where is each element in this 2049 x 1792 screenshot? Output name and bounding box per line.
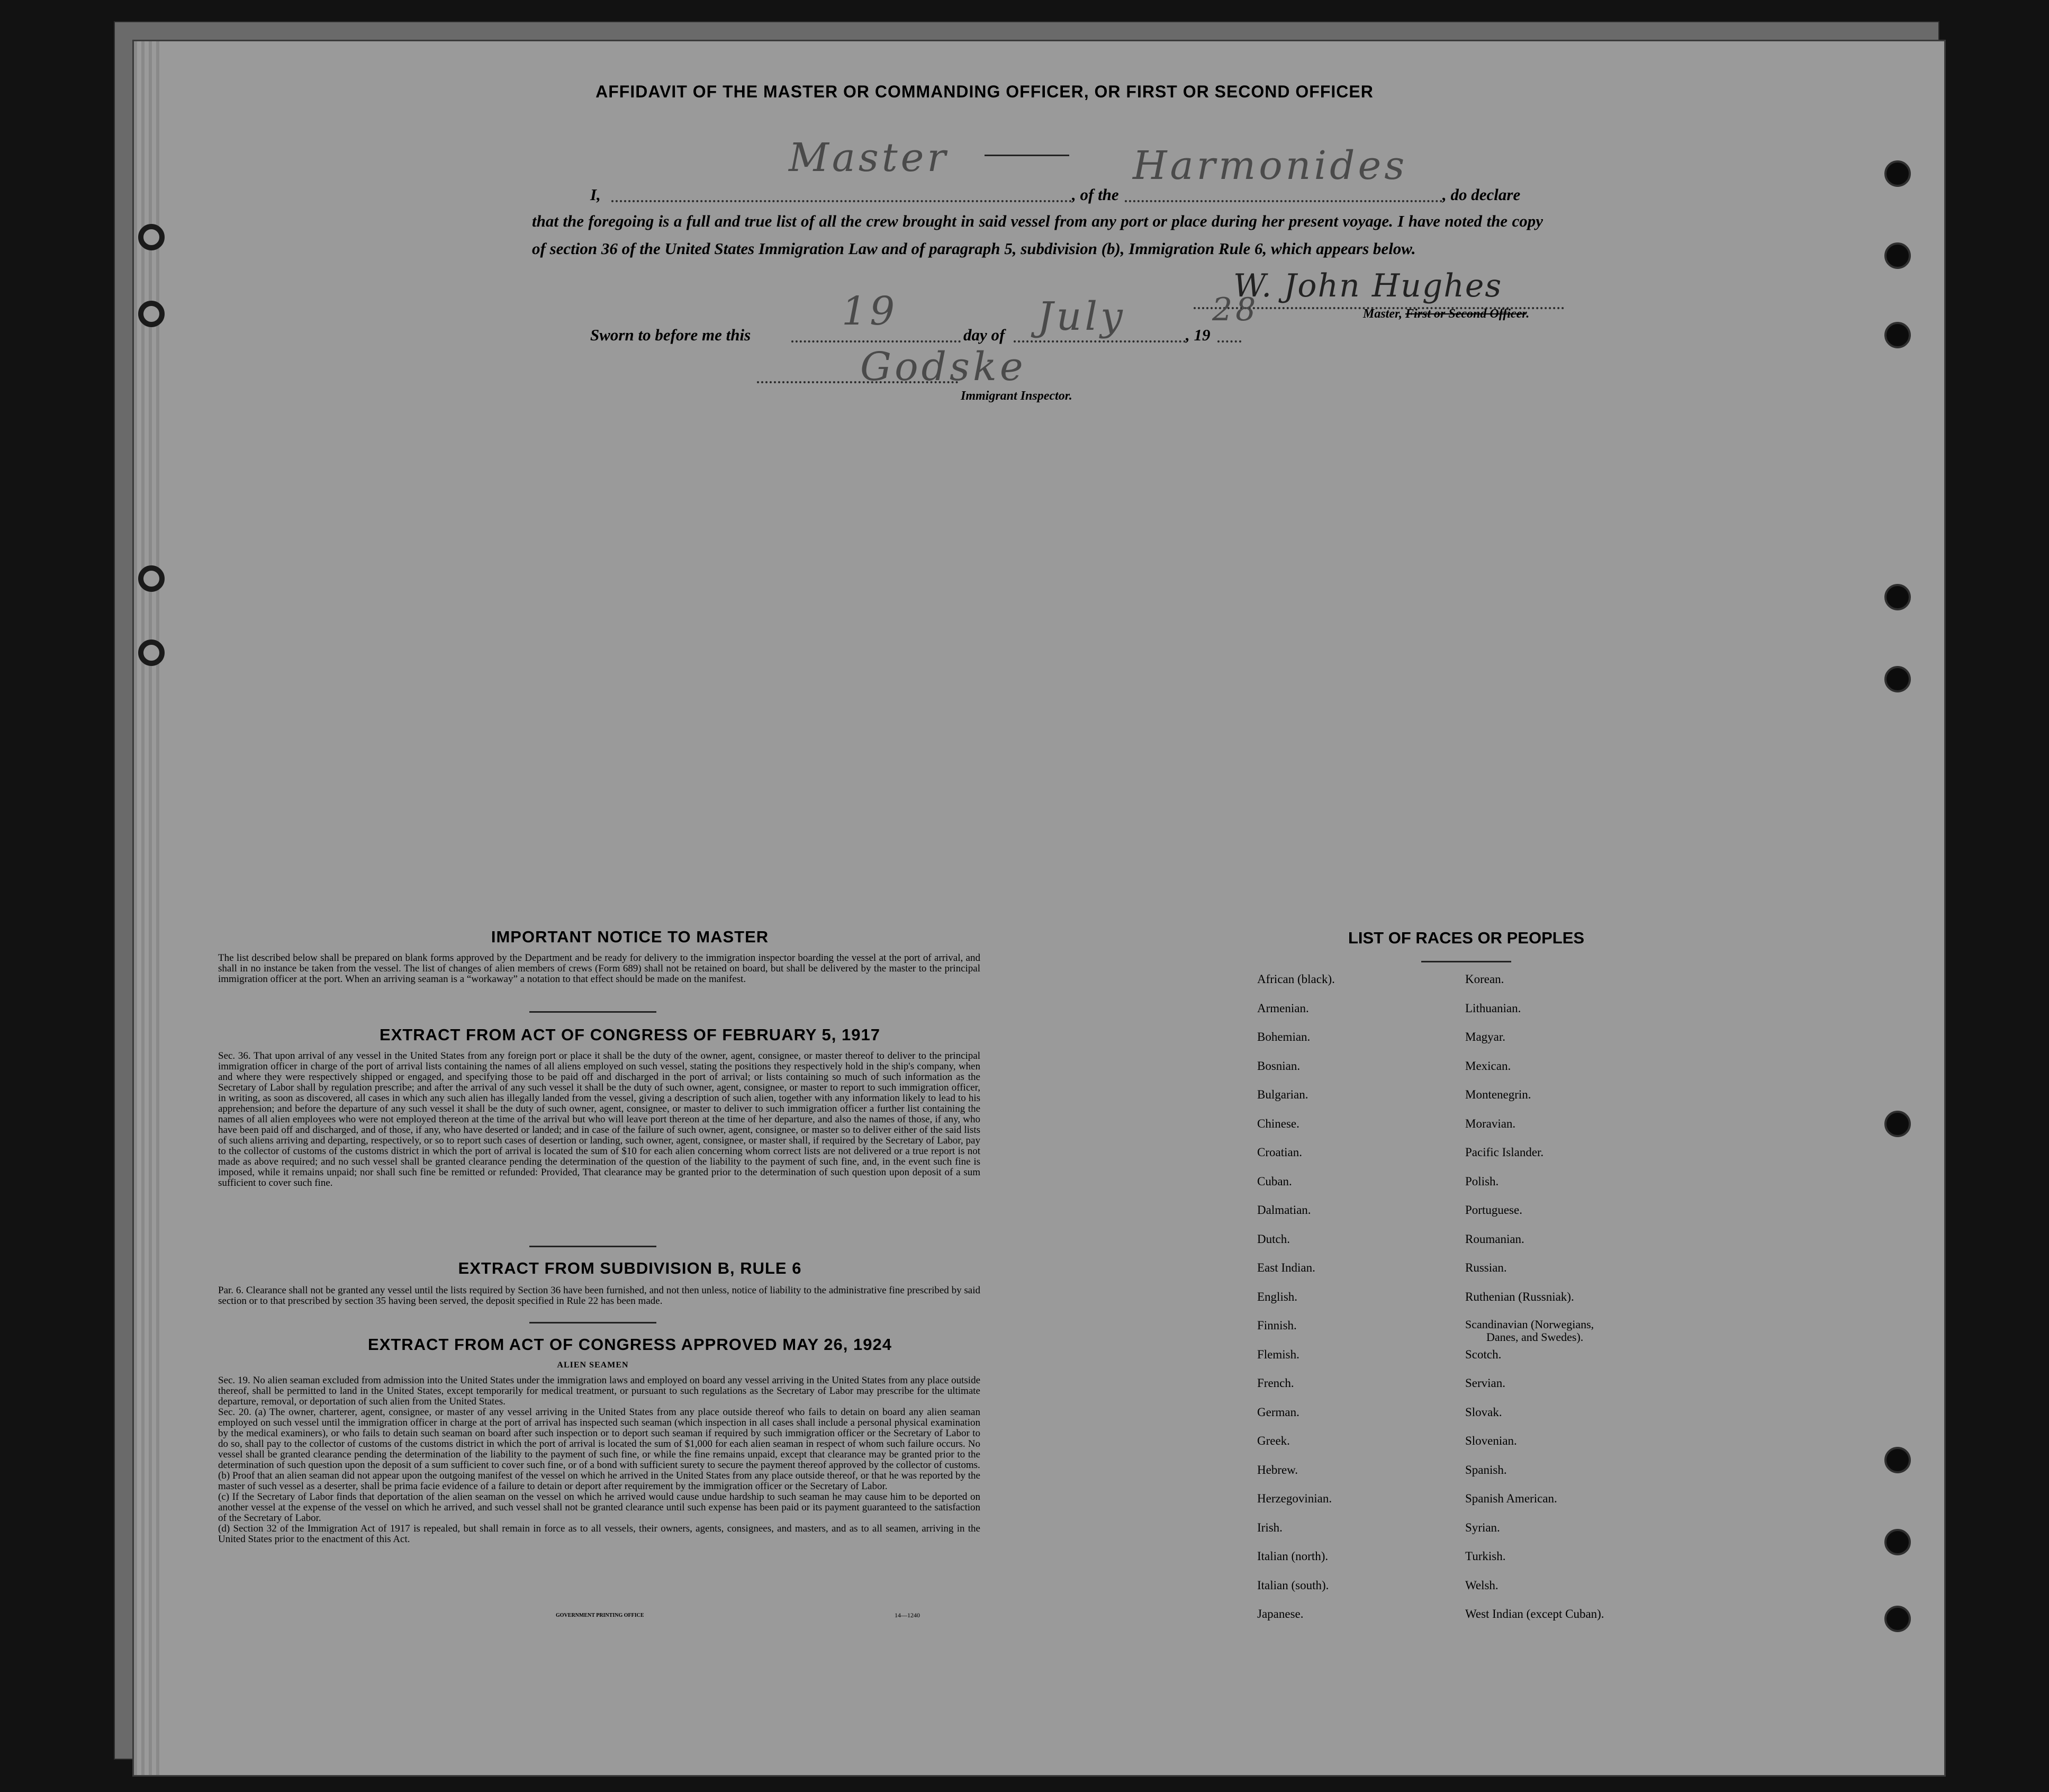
day-handwriting: 19: [842, 289, 898, 334]
race-item: Turkish.: [1465, 1550, 1506, 1563]
declare-suffix: , do declare: [1442, 185, 1521, 204]
race-item: Moravian.: [1465, 1116, 1516, 1130]
sworn-prefix: Sworn to before me this: [590, 326, 751, 344]
race-item: English.: [1257, 1290, 1298, 1303]
race-item: Bulgarian.: [1257, 1088, 1308, 1101]
declarant-handwriting: Master: [789, 135, 949, 181]
day-line: [791, 340, 961, 343]
section-rule: [529, 1322, 656, 1323]
vessel-handwriting: Harmonides: [1133, 143, 1408, 188]
race-item: Hebrew.: [1257, 1463, 1298, 1476]
affidavit-title: AFFIDAVIT OF THE MASTER OR COMMANDING OFFICER, OR FIRST OR SECOND OFFICER: [595, 82, 1374, 101]
race-item: East Indian.: [1257, 1261, 1315, 1274]
races-title-rule: [1421, 961, 1511, 962]
race-item: Syrian.: [1465, 1520, 1500, 1534]
race-item: West Indian (except Cuban).: [1465, 1607, 1604, 1620]
race-item: German.: [1257, 1405, 1299, 1419]
race-item: Herzegovinian.: [1257, 1492, 1332, 1505]
extract-1924-subtitle: ALIEN SEAMEN: [557, 1361, 629, 1370]
binder-hole: [1884, 1606, 1911, 1632]
race-item: Irish.: [1257, 1520, 1283, 1534]
race-item: Greek.: [1257, 1434, 1290, 1447]
master-signature: W. John Hughes: [1233, 267, 1503, 304]
race-item-continued: Danes, and Swedes).: [1486, 1330, 1584, 1344]
extract-1924-sec20b: (b) Proof that an alien seaman did not appear upon the outgoing manifest of the vessel on which he arrived in the United States from any place outside thereof, or that he was reported by the master of such vessel as a deserter, shall be prima facie evidence of a failure to detain or deport after requirement by the immigration officer or the Secretary of Labor.: [218, 1470, 980, 1492]
extract-1924-title: EXTRACT FROM ACT OF CONGRESS APPROVED MAY 26, 1924: [368, 1335, 892, 1354]
race-item: Korean.: [1465, 972, 1504, 986]
race-item: Chinese.: [1257, 1116, 1299, 1130]
race-item-two-line: [1465, 1318, 1604, 1347]
race-item: Bosnian.: [1257, 1059, 1301, 1073]
notice-title: IMPORTANT NOTICE TO MASTER: [491, 927, 769, 946]
month-line: [1014, 340, 1186, 343]
binder-hole: [1884, 584, 1911, 610]
race-item: Croatian.: [1257, 1146, 1302, 1159]
binder-hole: [1884, 1111, 1911, 1137]
year-prefix: , 19: [1186, 326, 1211, 344]
race-item: Cuban.: [1257, 1174, 1292, 1188]
section-rule: [529, 1011, 656, 1013]
races-left-column: [1257, 972, 1335, 1636]
day-of-label: day of: [963, 326, 1005, 344]
extract-1924-text: [218, 1375, 980, 1545]
race-item: Spanish American.: [1465, 1492, 1557, 1505]
extract-1924-sec20c: (c) If the Secretary of Labor finds that deportation of the alien seaman on the vessel on which he arrived would cause undue hardship to such seaman he may cause him to be deported on another vessel at the expense of the vessel on which he arrived, and such vessel shall not be granted clearance until such expense has been paid or its payment guaranteed to the satisfaction of the Secretary of Labor.: [218, 1491, 980, 1524]
signature-caption: [1363, 307, 1529, 321]
binder-hole: [1884, 242, 1911, 269]
race-item: Dalmatian.: [1257, 1203, 1311, 1217]
extract-rule6-text: Par. 6. Clearance shall not be granted any vessel until the lists required by Section 36 have been furnished, and not then unless, notice of liability to the administrative fine prescribed by said section or to that prescribed by section 35 having been served, the deposit specified in Rule 22 has been made.: [218, 1285, 980, 1307]
signature-caption-end: .: [1526, 307, 1530, 321]
year-handwriting: 28: [1212, 291, 1259, 328]
binder-hole: [1884, 1529, 1911, 1555]
race-item: Japanese.: [1257, 1607, 1304, 1620]
race-item: Polish.: [1465, 1174, 1499, 1188]
race-item: Armenian.: [1257, 1001, 1309, 1015]
binder-hole: [138, 301, 165, 327]
binder-hole: [138, 565, 165, 592]
race-item: Scandinavian (Norwegians,: [1465, 1318, 1594, 1331]
race-item: Welsh.: [1465, 1578, 1499, 1592]
extract-1917-text: Sec. 36. That upon arrival of any vessel in the United States from any foreign port or place it shall be the duty of the owner, agent, consignee, or master thereof to deliver to the principal immigration officer in charge of the port of arrival lists containing the names of all aliens employed on such vessel, stating the positions they respectively hold in the ship's company, when and where they were respectively shipped or engaged, and specifying those to be paid off and discharged in the port of arrival; or lists containing so much of such information as the Secretary of Labor shall by regulation prescribe; and after the arrival of any such vessel it shall be the duty of such owner, agent, consignee, or master to report to such immigration officer, in writing, as soon as discovered, all cases in which any such alien has illegally landed from the vessel, giving a description of such alien, together with any information likely to lead to his apprehension; and before the departure of any such vessel it shall be the duty of such owner, agent, consignee, or master to deliver to such immigration officer a further list containing the names of all alien employees who were not employed thereon at the time of the arrival but who will leave port thereon at the time of her departure, and also the names of those, if any, who have been paid off and discharged, and of those, if any, who have deserted or landed; and in case of the failure of such owner, agent, consignee, or master so to deliver either of the said lists of such aliens arriving and departing, respectively, or so to report such cases of desertion or landing, such owner, agent, consignee, or master shall, if required by the Secretary of Labor, pay to the collector of customs of the customs district in which the port of arrival is located the sum of $10 for each alien concerning whom correct lists are not delivered or a true report is not made as above required; and no such vessel shall be granted clearance pending the determination of the question of the liability to the payment of such fine, and, in the event such fine is imposed, while it remains unpaid; nor shall such fine be remitted or refunded: Provided, That clearance may be granted prior to the determination of such question upon deposit of a sum sufficient to cover such fine.: [218, 1050, 980, 1188]
binder-hole: [138, 640, 165, 666]
declare-prefix: I,: [590, 185, 601, 204]
race-item: Servian.: [1465, 1376, 1506, 1390]
signature-caption-keep: Master,: [1363, 307, 1406, 321]
printer-imprint: GOVERNMENT PRINTING OFFICE: [556, 1613, 644, 1618]
extract-1917-title: EXTRACT FROM ACT OF CONGRESS OF FEBRUARY 5, 1917: [380, 1025, 880, 1044]
race-item: French.: [1257, 1376, 1294, 1390]
binder-hole: [1884, 666, 1911, 692]
race-item: Dutch.: [1257, 1232, 1290, 1246]
vessel-line: [1125, 200, 1442, 202]
binder-hole: [1884, 1447, 1911, 1473]
race-item: Roumanian.: [1465, 1232, 1524, 1246]
race-item: Slovenian.: [1465, 1434, 1517, 1447]
race-item: Flemish.: [1257, 1347, 1299, 1361]
affidavit-body: that the foregoing is a full and true list of all the crew brought in said vessel from any port or place during her present voyage. I have noted the copy of section 36 of the United States Immigration Law and of paragraph 5, subdivision (b), Immigration Rule 6, which appears below.: [532, 212, 1543, 258]
year-line: [1217, 340, 1241, 343]
race-item: Pacific Islander.: [1465, 1146, 1544, 1159]
race-item: Russian.: [1465, 1261, 1507, 1274]
race-item: Portuguese.: [1465, 1203, 1522, 1217]
section-rule: [529, 1246, 656, 1247]
inspector-caption: Immigrant Inspector.: [961, 389, 1072, 403]
race-item: Magyar.: [1465, 1030, 1506, 1043]
race-item: Italian (south).: [1257, 1578, 1329, 1592]
race-item: Scotch.: [1465, 1347, 1502, 1361]
races-title: LIST OF RACES OR PEOPLES: [1348, 929, 1585, 947]
month-handwriting: July: [1037, 294, 1126, 339]
race-item: Italian (north).: [1257, 1550, 1329, 1563]
race-item: Spanish.: [1465, 1463, 1507, 1476]
race-item: Slovak.: [1465, 1405, 1502, 1419]
binder-hole: [138, 224, 165, 250]
inspector-signature: Godske: [860, 344, 1026, 390]
race-item: Mexican.: [1465, 1059, 1511, 1073]
races-right-column: [1465, 972, 1604, 1636]
extract-1924-sec19: Sec. 19. No alien seaman excluded from admission into the United States under the immigration laws and employed on board any vessel arriving in the United States from any place outside thereof, shall be permitted to land in the United States, except temporarily for medical treatment, or pursuant to such regulations as the Secretary of Labor may prescribe for the ultimate departure, removal, or deportation of such alien from the United States.: [218, 1375, 980, 1407]
extract-1924-sec20a: Sec. 20. (a) The owner, charterer, agent, consignee, or master of any vessel arriving in the United States from any place outside thereof who fails to detain on board any alien seaman employed on such vessel until the immigration officer in charge at the port of arrival has inspected such seaman (which inspection in all cases shall include a personal physical examination by the medical examiners), or who fails to detain such seaman on board after such inspection or to deport such seaman if required by such immigration officer or the Secretary of Labor to do so, shall pay to the collector of customs of the customs district in which the port of arrival is located the sum of $1,000 for each alien seaman in respect of whom such failure occurs. No vessel shall be granted clearance pending the determination of the liability to the payment of such fine, or while the fine remains unpaid, except that clearance may be granted prior to the determination of such question upon the deposit of a sum sufficient to cover such fine, or of a bond with sufficient surety to secure the payment thereof approved by the collector of customs.: [218, 1407, 980, 1471]
race-item: Ruthenian (Russniak).: [1465, 1290, 1574, 1303]
form-number: 14—1240: [895, 1611, 920, 1619]
race-item: Lithuanian.: [1465, 1001, 1521, 1015]
binder-hole: [1884, 160, 1911, 187]
race-item: Finnish.: [1257, 1319, 1297, 1332]
race-item: African (black).: [1257, 972, 1335, 986]
extract-1924-sec20d: (d) Section 32 of the Immigration Act of 1917 is repealed, but shall remain in force as to all vessels, their owners, agents, consignees, and masters, and as to all seamen, arriving in the United States prior to the enactment of this Act.: [218, 1523, 980, 1545]
race-item: Montenegrin.: [1465, 1088, 1531, 1101]
of-the-label: , of the: [1072, 185, 1119, 204]
title-rule: [985, 155, 1069, 156]
declarant-line: [611, 200, 1072, 202]
binder-hole: [1884, 322, 1911, 348]
signature-caption-struck: First or Second Officer: [1405, 307, 1527, 321]
notice-text: The list described below shall be prepared on blank forms approved by the Department and be ready for delivery to the immigration inspector boarding the vessel at the port of arrival, and shall in no instance be taken from the vessel. The list of changes of alien members of crews (Form 689) shall not be retained on board, but shall be delivered by the master to the principal immigration officer at the port. When an arriving seaman is a “workaway” a notation to that effect should be made on the manifest.: [218, 952, 980, 985]
extract-rule6-title: EXTRACT FROM SUBDIVISION B, RULE 6: [458, 1259, 802, 1277]
race-item: Bohemian.: [1257, 1030, 1311, 1043]
